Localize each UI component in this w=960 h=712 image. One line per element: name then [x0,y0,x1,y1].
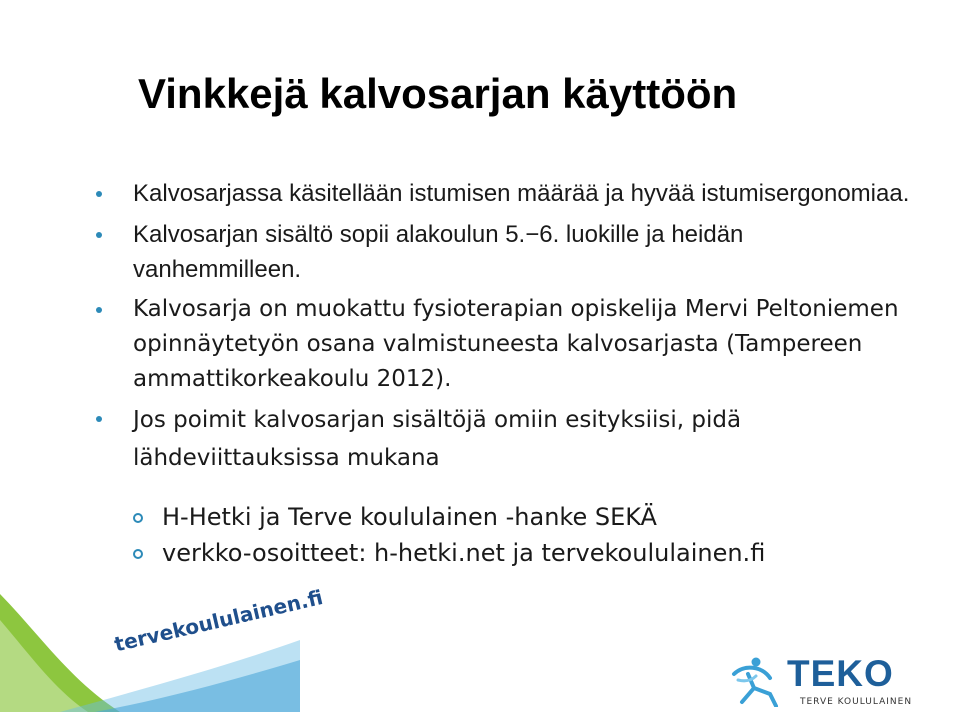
slide-title: Vinkkejä kalvosarjan käyttöön [138,70,738,117]
bullet-text: Kalvosarjan sisältö sopii alakoulun 5.−6. luokille ja heidän vanhemmilleen. [133,221,744,283]
bullet-dot-icon [96,307,102,313]
bullet-list [96,176,916,477]
tervekoululainen-logo-text: tervekoululainen.fi [112,585,326,657]
bullet-dot-icon [96,191,102,197]
bullet-item [96,401,916,477]
bullet-text: Jos poimit kalvosarjan sisältöjä omiin esityksiisi, pidä lähdeviittauksissa mukana [133,407,742,471]
ring-bullet-icon [133,513,143,523]
sub-bullet-text: H-Hetki ja Terve koululainen -hanke SEKÄ [162,503,657,531]
bullet-dot-icon [96,232,102,238]
bullet-item [96,217,916,287]
ring-bullet-icon [133,549,143,559]
bullet-item [96,176,916,211]
bullet-text: Kalvosarja on muokattu fysioterapian opiskelija Mervi Peltoniemen opinnäytetyön osana valmistuneesta kalvosarjasta (Tampereen ammattikorkeakoulu 2012). [133,296,899,392]
bullet-text: Kalvosarjassa käsitellään istumisen määrää ja hyvää istumisergonomiaa. [133,180,910,207]
sub-bullet-item [133,499,913,535]
teko-logo-text: TEKO [787,653,894,694]
sub-bullet-text: verkko-osoitteet: h-hetki.net ja tervekoululainen.fi [162,539,766,567]
teko-logo-subtext: TERVE KOULULAINEN [800,697,913,707]
bullet-dot-icon [96,416,102,422]
bullet-item [96,292,916,397]
